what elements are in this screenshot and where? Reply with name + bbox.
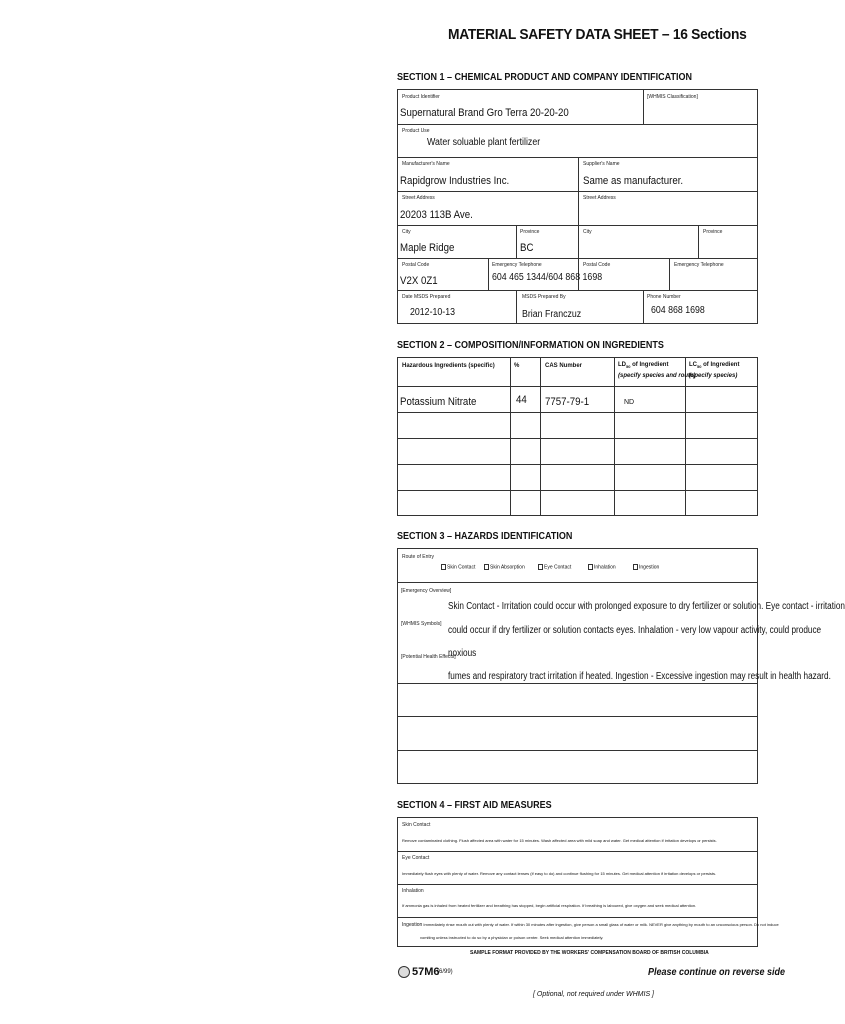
skin-contact-label: Skin Contact <box>402 822 431 828</box>
date-value: 2012-10-13 <box>410 307 456 318</box>
city-value: Maple Ridge <box>400 242 455 254</box>
col-ld50: $LD_{50}$ of Ingredient <box>618 362 669 370</box>
eye-contact-text: Immediately flush eyes with plenty of water. Remove any contact lenses (if easy to do) and continue flushing for 15 minutes. Get medical attention if irritation develops or persists. <box>402 871 717 876</box>
hazard-line-2: could occur if dry fertilizer or solution contacts eyes. Inhalation - very low vapour activity, could produce <box>448 625 822 636</box>
route-skin-absorption[interactable]: Skin Absorption <box>484 564 525 570</box>
route-ingestion[interactable]: Ingestion <box>633 564 659 570</box>
col-ingredients: Hazardous Ingredients (specific) <box>402 363 495 369</box>
col-lc50: $LC_{50}$ of Ingredient <box>689 362 740 370</box>
col-percent: % <box>514 363 520 369</box>
eye-contact-label: Eye Contact <box>402 855 430 861</box>
supplier-emergency-label: Emergency Telephone <box>674 262 724 268</box>
section4-heading: SECTION 4 – FIRST AID MEASURES <box>397 800 552 811</box>
supplier-city-label: City <box>583 229 592 235</box>
sample-format-note: SAMPLE FORMAT PROVIDED BY THE WORKERS' COMPENSATION BOARD OF BRITISH COLUMBIA <box>470 950 709 956</box>
phone-label: Phone Number <box>647 294 681 300</box>
street-value: 20203 113B Ave. <box>400 209 473 221</box>
wcb-logo-icon <box>398 966 410 978</box>
col-ld50-note: (specify species and route) <box>618 373 696 379</box>
ingredients-table <box>397 357 758 516</box>
emergency-overview-label: [Emergency Overview] <box>401 588 452 594</box>
supplier-street-label: Street Address <box>583 195 616 201</box>
supplier-province-label: Province <box>703 229 723 235</box>
ingredient-cas: 7757-79-1 <box>545 396 590 408</box>
inhalation-label: Inhalation <box>402 888 424 894</box>
postal-label: Postal Code <box>402 262 430 268</box>
hazard-line-1: Skin Contact - Irritation could occur with prolonged exposure to dry fertilizer or solution. Eye contact - irritation <box>448 601 845 612</box>
manufacturer-value: Rapidgrow Industries Inc. <box>400 175 510 187</box>
ingredient-name: Potassium Nitrate <box>400 396 477 408</box>
route-eye-contact[interactable]: Eye Contact <box>538 564 571 570</box>
section2-heading: SECTION 2 – COMPOSITION/INFORMATION ON INGREDIENTS <box>397 340 664 351</box>
whmis-classification-label: [WHMIS Classification] <box>647 94 698 100</box>
ingredient-ld50: ND <box>624 399 635 406</box>
route-label: Route of Entry <box>402 554 434 560</box>
ingredient-percent: 44 <box>516 394 527 406</box>
phone-value: 604 868 1698 <box>651 305 705 316</box>
hazard-line-3: noxious <box>448 648 477 659</box>
form-number: 57M6 <box>412 966 440 978</box>
supplier-label: Supplier's Name <box>583 161 620 167</box>
prepared-by-label: MSDS Prepared By <box>522 294 566 300</box>
postal-value: V2X 0Z1 <box>400 275 438 287</box>
city-label: City <box>402 229 411 235</box>
page-title: MATERIAL SAFETY DATA SHEET – 16 Sections <box>448 26 747 43</box>
supplier-postal-label: Postal Code <box>583 262 611 268</box>
province-label: Province <box>520 229 540 235</box>
province-value: BC <box>520 242 534 254</box>
manufacturer-label: Manufacturer's Name <box>402 161 450 167</box>
route-skin-contact[interactable]: Skin Contact <box>441 564 475 570</box>
col-cas: CAS Number <box>545 363 583 369</box>
section3-heading: SECTION 3 – HAZARDS IDENTIFICATION <box>397 531 573 542</box>
product-identifier-label: Product Identifier <box>402 94 440 100</box>
supplier-value: Same as manufacturer. <box>583 175 684 187</box>
street-label: Street Address <box>402 195 435 201</box>
health-effects-label: [Potential Health Effects] <box>401 654 456 660</box>
prepared-by-value: Brian Franczuz <box>522 309 582 320</box>
hazards-box <box>397 548 758 784</box>
optional-note: [ Optional, not required under WHMIS ] <box>533 991 654 998</box>
form-date: (6/99) <box>437 969 453 975</box>
whmis-symbols-label: [WHMIS Symbols] <box>401 621 442 627</box>
ingestion-text-1: Ingestion Immediately rinse mouth out with plenty of water. If within 30 minutes after ingestion, give person a small glass of water or milk. NEVER give anything by mouth to an unconscious person. Do not induce <box>402 922 779 928</box>
date-label: Date MSDS Prepared <box>402 294 451 300</box>
product-identifier-value: Supernatural Brand Gro Terra 20-20-20 <box>400 107 569 119</box>
product-use-label: Product Use <box>402 128 430 134</box>
skin-contact-text: Remove contaminated clothing. Flush affected area with water for 15 minutes. Wash affected area with mild soap and water. Get medical attention if irritation develops or persists. <box>402 838 717 843</box>
ingestion-text-2: vomiting unless instructed to do so by a physician or poison center. Seek medical attention immediately. <box>420 935 604 940</box>
route-inhalation[interactable]: Inhalation <box>588 564 616 570</box>
continue-note: Please continue on reverse side <box>648 967 786 978</box>
emergency-label: Emergency Telephone <box>492 262 542 268</box>
inhalation-text: If ammonia gas is inhaled from heated fertilizer and breathing has stopped, begin artificial respiration. If breathing is laboured, give oxygen and seek medical attention. <box>402 903 697 908</box>
hazard-line-4: fumes and respiratory tract irritation if heated. Ingestion - Excessive ingestion may result in health hazard. <box>448 671 831 682</box>
emergency-value: 604 465 1344/604 868 1698 <box>492 272 603 283</box>
section1-heading: SECTION 1 – CHEMICAL PRODUCT AND COMPANY IDENTIFICATION <box>397 72 693 83</box>
product-use-value: Water soluable plant fertilizer <box>427 137 541 148</box>
col-lc50-note: (specify species) <box>689 373 738 379</box>
